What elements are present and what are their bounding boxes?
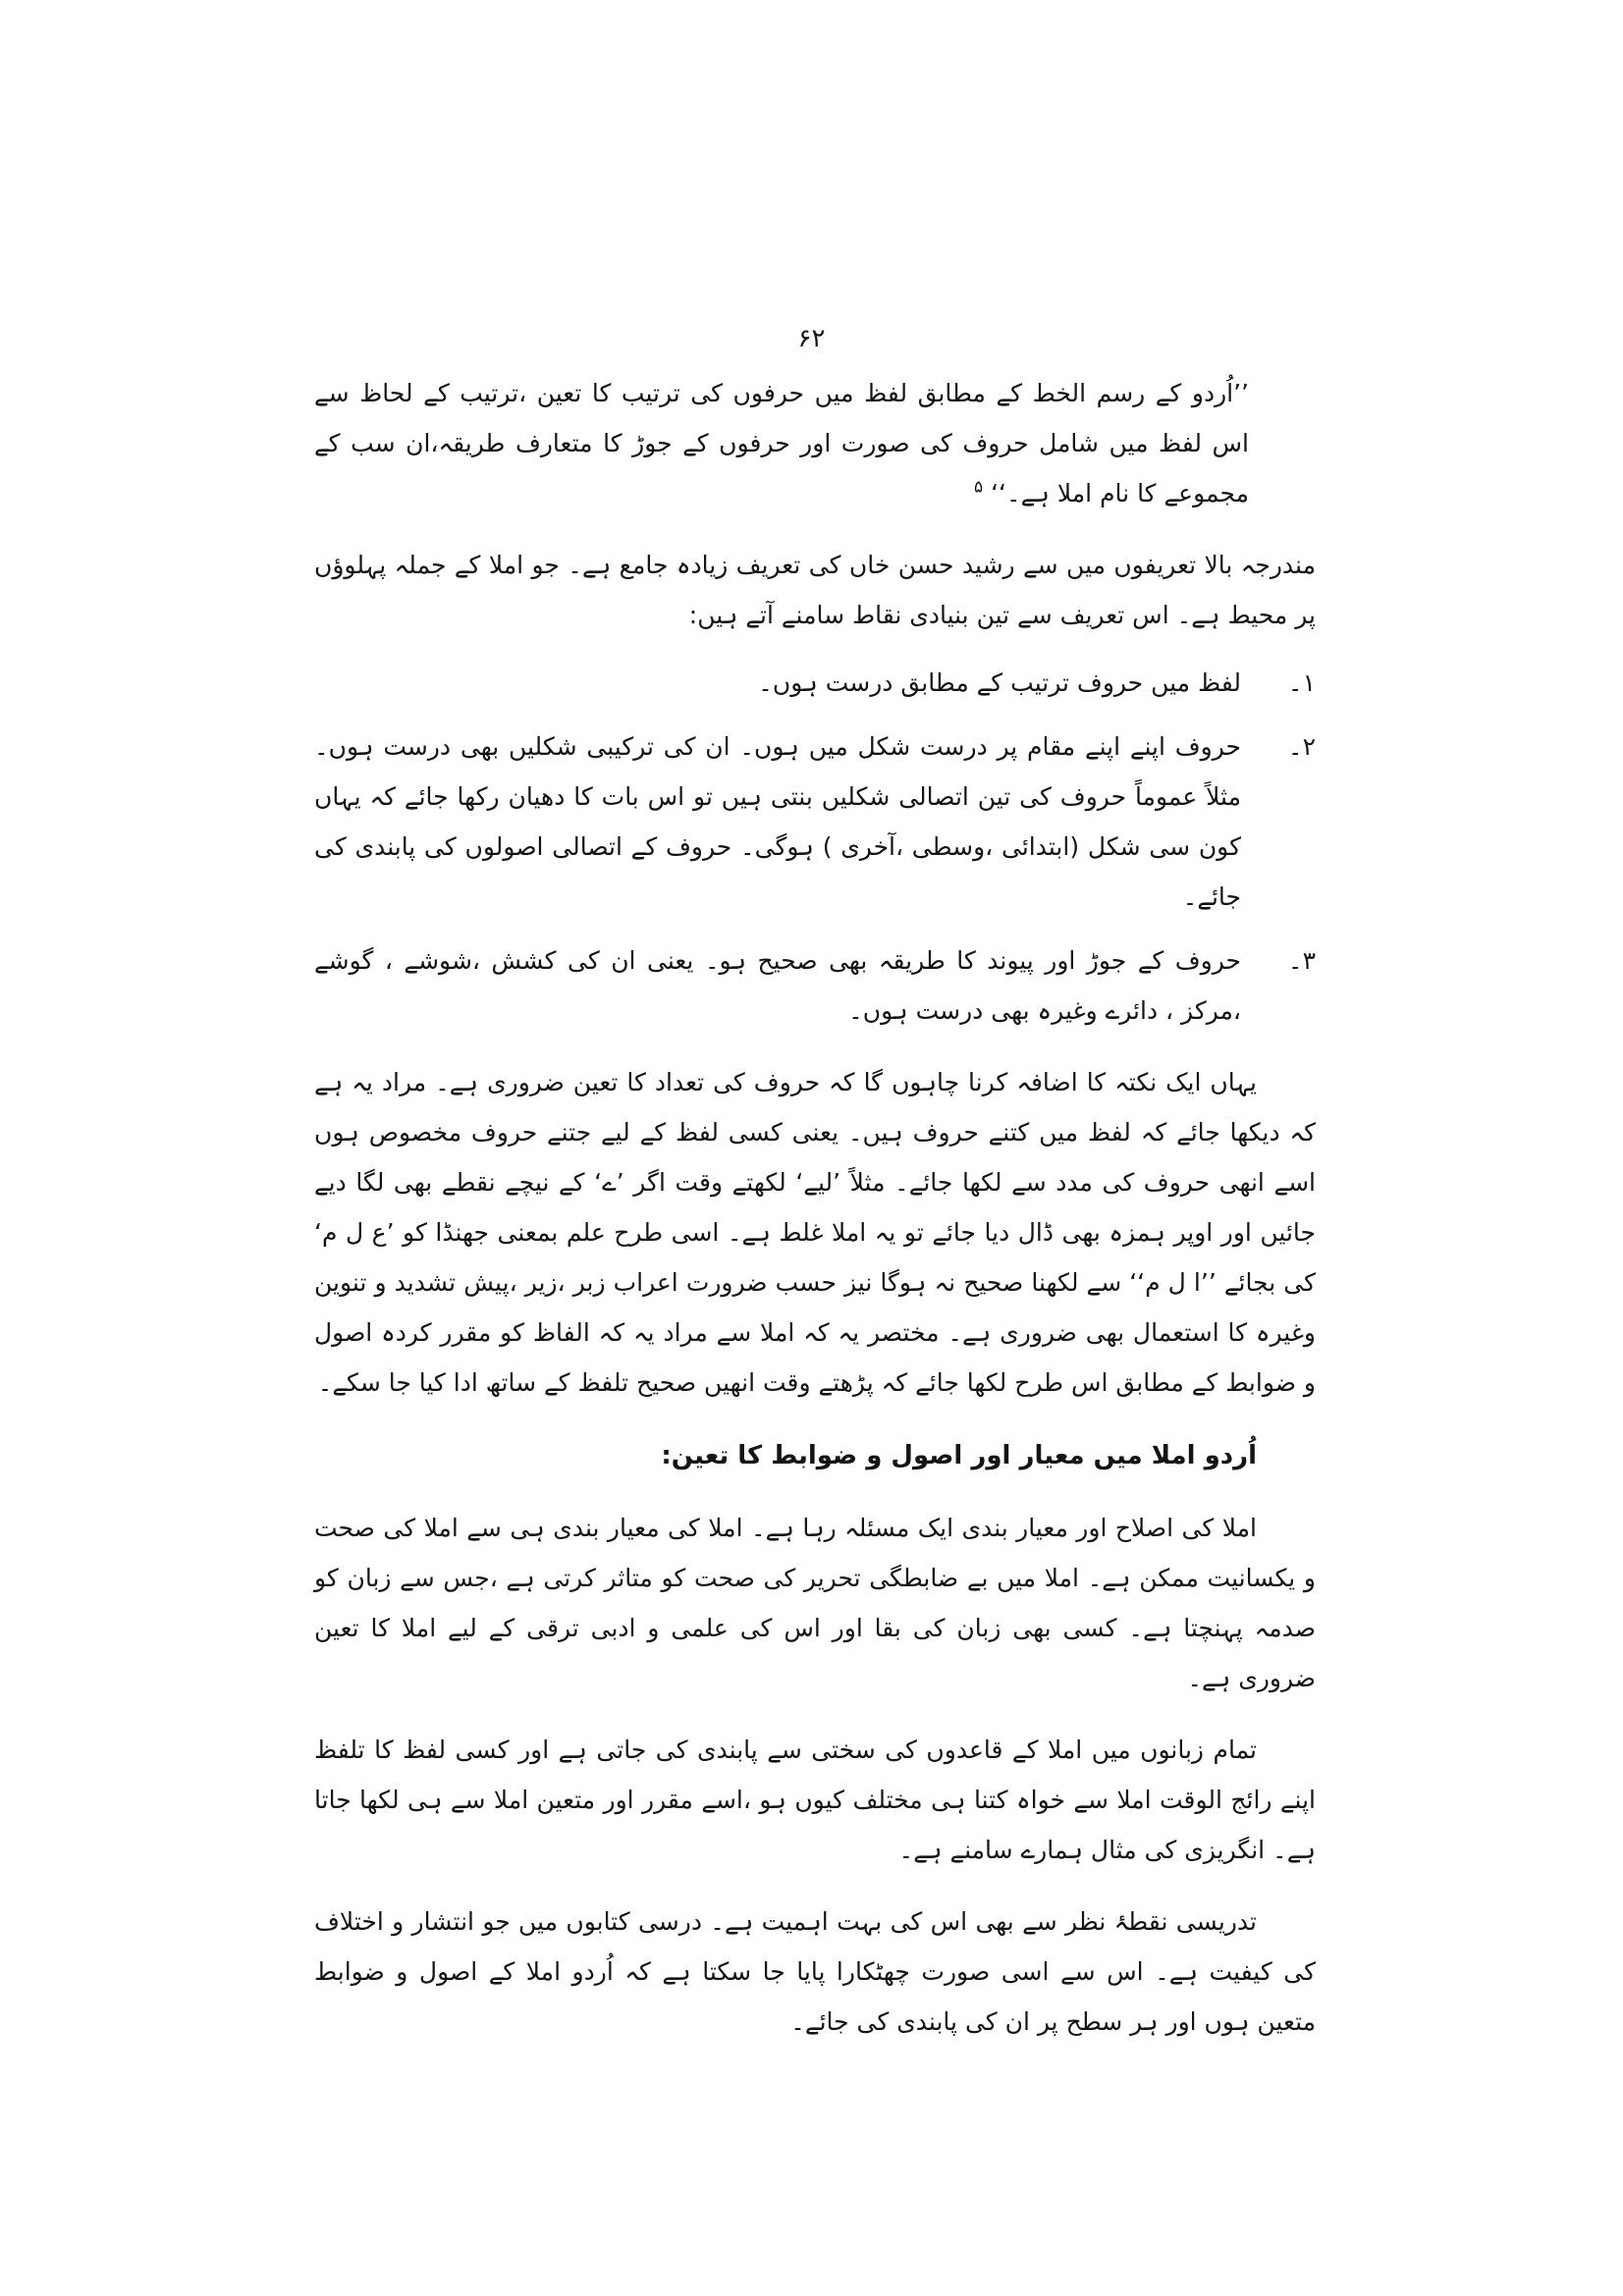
- list-item: [314, 658, 1316, 708]
- letter-count-paragraph: یہاں ایک نکتہ کا اضافہ کرنا چاہوں گا کہ حروف کی تعداد کا تعین ضروری ہے۔ مراد یہ ہے کہ دیکھا جائے کہ لفظ میں کتنے حروف ہیں۔ یعنی کسی لفظ کے لیے جتنے حروف مخصوص ہوں اسے انھی حروف کی مدد سے لکھا جائے۔ مثلاً ’لیے‘ لکھتے وقت اگر ’ے‘ کے نیچے نقطے بھی لگا دیے جائیں اور اوپر ہمزہ بھی ڈال دیا جائے تو یہ املا غلط ہے۔ اسی طرح علم بمعنی جھنڈا کو ’ع ل م‘ کی بجائے ’’ا ل م‘‘ سے لکھنا صحیح نہ ہوگا نیز حسب ضرورت اعراب زبر ،زیر ،پیش تشدید و تنوین وغیرہ کا استعمال بھی ضروری ہے۔ مختصر یہ کہ املا سے مراد یہ کہ الفاظ کو مقرر کردہ اصول و ضوابط کے مطابق اس طرح لکھا جائے کہ پڑھتے وقت انھیں صحیح تلفظ کے ساتھ ادا کیا جا سکے۔: [314, 1068, 1316, 1397]
- teaching-paragraph: تدریسی نقطۂ نظر سے بھی اس کی بہت اہمیت ہے۔ درسی کتابوں میں جو انتشار و اختلاف کی کیفیت ہے۔ اس سے اسی صورت چھٹکارا پایا جا سکتا ہے کہ اُردو املا کے اصول و ضوابط متعین ہوں اور ہر سطح پر ان کی پابندی کی جائے۔: [314, 1907, 1316, 2036]
- points-list: [314, 658, 1316, 1036]
- list-item-number: ۱۔: [1287, 668, 1316, 697]
- list-item-number: ۲۔: [1287, 732, 1316, 761]
- languages-paragraph: تمام زبانوں میں املا کے قاعدوں کی سختی سے پابندی کی جاتی ہے اور کسی لفظ کا تلفظ اپنے رائج الوقت املا سے خواہ کتنا ہی مختلف کیوں ہو ،اسے مقرر اور متعین املا سے ہی لکھا جاتا ہے۔ انگریزی کی مثال ہمارے سامنے ہے۔: [314, 1735, 1316, 1864]
- list-item: [314, 935, 1316, 1036]
- page-body: [314, 329, 1316, 2047]
- page-number: ۶۲: [797, 324, 826, 353]
- quote-text: ’’اُردو کے رسم الخط کے مطابق لفظ میں حرفوں کی ترتیب کا تعین ،ترتیب کے لحاظ سے اس لفظ میں شامل حروف کی صورت اور حرفوں کے جوڑ کا متعارف طریقہ،ان سب کے مجموعے کا نام املا ہے۔‘‘: [314, 379, 1249, 507]
- section-heading: اُردو املا میں معیار اور اصول و ضوابط کا تعین:: [661, 1441, 1257, 1470]
- list-item: [314, 721, 1316, 922]
- list-item-text: حروف اپنے اپنے مقام پر درست شکل میں ہوں۔ ان کی ترکیبی شکلیں بھی درست ہوں۔ مثلاً عموماً حروف کی تین اتصالی شکلیں بنتی ہیں تو اس بات کا دھیان رکھا جائے کہ یہاں کون سی شکل (ابتدائی ،وسطی ،آخری ) ہوگی۔ حروف کے اتصالی اصولوں کی پابندی کی جائے۔: [314, 732, 1241, 911]
- list-item-text: لفظ میں حروف ترتیب کے مطابق درست ہوں۔: [758, 668, 1241, 697]
- intro-paragraph: مندرجہ بالا تعریفوں میں سے رشید حسن خاں کی تعریف زیادہ جامع ہے۔ جو املا کے جملہ پہلوؤں پر محیط ہے۔ اس تعریف سے تین بنیادی نقاط سامنے آتے ہیں:: [314, 551, 1316, 629]
- standardization-paragraph: املا کی اصلاح اور معیار بندی ایک مسئلہ رہا ہے۔ املا کی معیار بندی ہی سے املا کی صحت و یکسانیت ممکن ہے۔ املا میں بے ضابطگی تحریر کی صحت کو متاثر کرتی ہے ،جس سے زبان کو صدمہ پہنچتا ہے۔ کسی بھی زبان کی بقا اور اس کی علمی و ادبی ترقی کے لیے املا کا تعین ضروری ہے۔: [314, 1514, 1316, 1692]
- footnote-marker: ۵: [973, 477, 984, 498]
- list-item-number: ۳۔: [1287, 946, 1316, 975]
- list-item-text: حروف کے جوڑ اور پیوند کا طریقہ بھی صحیح ہو۔ یعنی ان کی کشش ،شوشے ، گوشے ،مرکز ، دائرے وغیرہ بھی درست ہوں۔: [314, 946, 1241, 1025]
- definition-quote: [314, 368, 1316, 518]
